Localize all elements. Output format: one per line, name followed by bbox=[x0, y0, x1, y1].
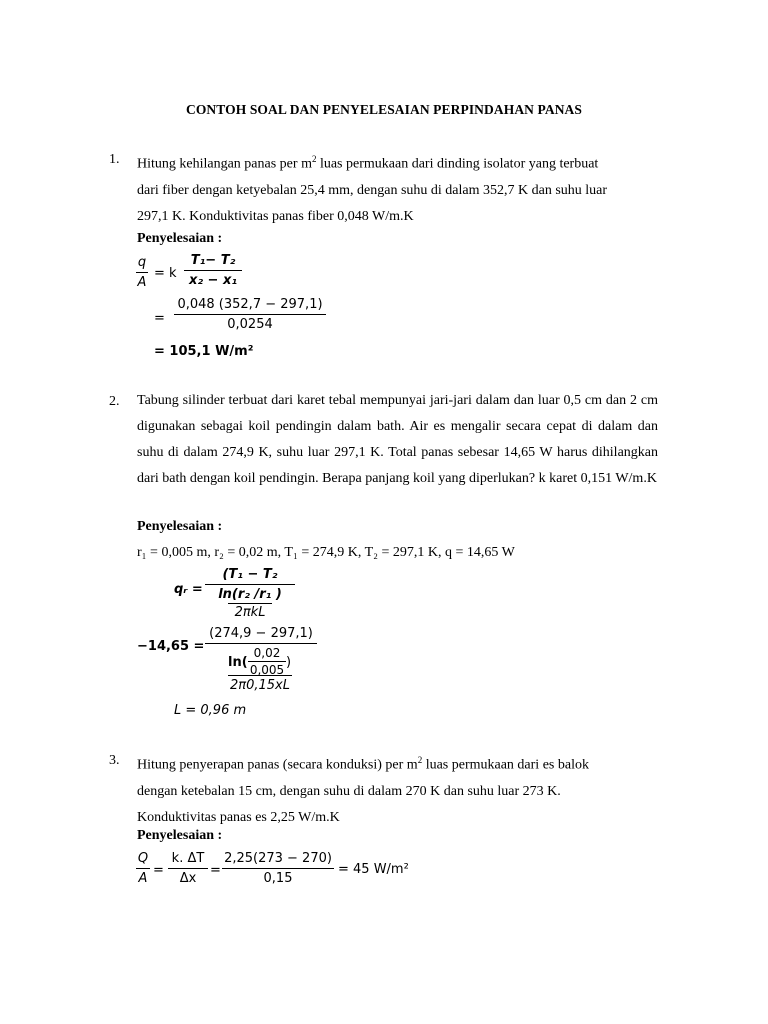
p2-formula-mid: ln(r₂ /r₁ ) bbox=[218, 587, 282, 602]
p1-t-fraction bbox=[184, 254, 242, 287]
problem-1-line2: dari fiber dengan ketyebalan 25,4 mm, dengan suhu di dalam 352,7 K dan suhu luar bbox=[137, 182, 608, 198]
p3-formula-den: Δx bbox=[179, 871, 197, 886]
problem-3-sup: 2 bbox=[417, 755, 423, 765]
p1-lhs-num: q bbox=[137, 255, 147, 270]
p1-lhs-fraction bbox=[136, 256, 148, 289]
p2-inner-bar bbox=[248, 661, 286, 662]
p2-value-bar bbox=[205, 643, 317, 644]
p3-lhs-num: Q bbox=[137, 851, 149, 866]
p1-value-fraction bbox=[174, 298, 326, 331]
p2-qr: qᵣ = bbox=[174, 582, 203, 597]
problem-2-givens: r₁ = 0,005 m, r₂ = 0,02 m, T₁ = 274,9 K, T₂ = 297,1 K, q = 14,65 W bbox=[137, 545, 515, 560]
problem-3-line2: dengan ketebalan 15 cm, dengan suhu di dalam 270 K dan suhu luar 273 K. bbox=[137, 783, 561, 799]
p2-formula-bar bbox=[205, 584, 295, 585]
problem-3-line3: Konduktivitas panas es 2,25 W/m.K bbox=[137, 809, 340, 825]
problem-1-number: 1. bbox=[109, 152, 120, 167]
p1-value-num: 0,048 (352,7 − 297,1) bbox=[177, 297, 323, 312]
problem-1-line1-rest: luas permukaan dari dinding isolator yang terbuat bbox=[316, 156, 599, 172]
p2-close: ) bbox=[286, 655, 292, 670]
problem-1-sup: 2 bbox=[311, 154, 317, 164]
p1-t-num: T₁− T₂ bbox=[190, 253, 236, 268]
p3-lhs-den: A bbox=[138, 871, 148, 886]
p1-eq1: = k bbox=[154, 266, 177, 281]
p3-formula-num: k. ΔT bbox=[171, 851, 205, 866]
p2-formula-num: (T₁ − T₂ bbox=[222, 567, 278, 582]
p2-formula-bar2 bbox=[228, 603, 272, 604]
p2-inner-num: 0,02 bbox=[253, 646, 281, 660]
p2-den-bar bbox=[228, 675, 292, 676]
problem-2-statement: Tabung silinder terbuat dari karet tebal mempunyai jari-jari dalam dan luar 0,5 cm dan 2 cm digunakan sebagai koil pendingin dalam bath. Air es mengalir secara cepat di dalam dan suhu di dalam 274,9 K, suhu luar 297,1 K. Total panas sebesar 14,65 W harus dihilangkan dari bath dengan koil pendingin. Berapa panjang koil yang diperlukan? k karet 0,151 W/m.K bbox=[137, 393, 658, 486]
problem-3-heading: Penyelesaian : bbox=[137, 828, 223, 843]
p3-value-den: 0,15 bbox=[263, 871, 293, 886]
p3-value-num: 2,25(273 − 270) bbox=[224, 851, 332, 866]
p3-lhs-fraction bbox=[136, 852, 150, 885]
p2-result: L = 0,96 m bbox=[174, 703, 247, 718]
p1-lhs-den: A bbox=[137, 275, 147, 290]
p1-eq2: = bbox=[154, 311, 165, 326]
problem-2-number: 2. bbox=[109, 394, 120, 409]
p3-eq2: = bbox=[210, 863, 221, 878]
p2-inner-fraction bbox=[248, 647, 286, 676]
p1-t-den: x₂ − x₁ bbox=[188, 273, 238, 288]
problem-1-line3: 297,1 K. Konduktivitas panas fiber 0,048 W/m.K bbox=[137, 208, 414, 224]
p3-value-bar bbox=[222, 868, 334, 869]
problem-1-line1: Hitung kehilangan panas per m bbox=[137, 156, 312, 172]
p2-den: 2π0,15xL bbox=[230, 678, 290, 693]
p1-value-bar bbox=[174, 314, 326, 315]
p2-inner-den: 0,005 bbox=[249, 663, 285, 677]
problem-1-heading: Penyelesaian : bbox=[137, 231, 223, 246]
problem-1-statement bbox=[137, 146, 658, 230]
p2-value-fraction bbox=[205, 627, 317, 647]
p3-eq1: = bbox=[153, 863, 164, 878]
p2-lhs: −14,65 = bbox=[137, 639, 205, 654]
p1-result: = 105,1 W/m² bbox=[154, 344, 254, 359]
p2-ln: ln( bbox=[228, 655, 248, 670]
p3-result: = 45 W/m² bbox=[338, 862, 409, 877]
p1-t-bar bbox=[184, 270, 242, 271]
p2-den-fraction bbox=[228, 675, 292, 692]
page-title: CONTOH SOAL DAN PENYELESAIAN PERPINDAHAN PANAS bbox=[185, 102, 583, 117]
p2-value-num: (274,9 − 297,1) bbox=[209, 626, 313, 641]
p2-formula-fraction bbox=[205, 568, 295, 619]
p1-value-den: 0,0254 bbox=[227, 317, 273, 332]
problem-2-heading: Penyelesaian : bbox=[137, 519, 223, 534]
p2-formula-den: 2πkL bbox=[234, 605, 266, 620]
problem-3-line1-rest: luas permukaan dari es balok bbox=[422, 757, 589, 773]
p3-formula-fraction bbox=[168, 852, 208, 885]
problem-3-number: 3. bbox=[109, 753, 120, 768]
p3-formula-bar bbox=[168, 868, 208, 869]
problem-3-statement bbox=[137, 747, 658, 831]
problem-3-line1: Hitung penyerapan panas (secara konduksi) per m bbox=[137, 757, 418, 773]
p3-lhs-bar bbox=[136, 868, 150, 869]
p1-lhs-bar bbox=[136, 272, 148, 273]
p3-value-fraction bbox=[222, 852, 334, 885]
